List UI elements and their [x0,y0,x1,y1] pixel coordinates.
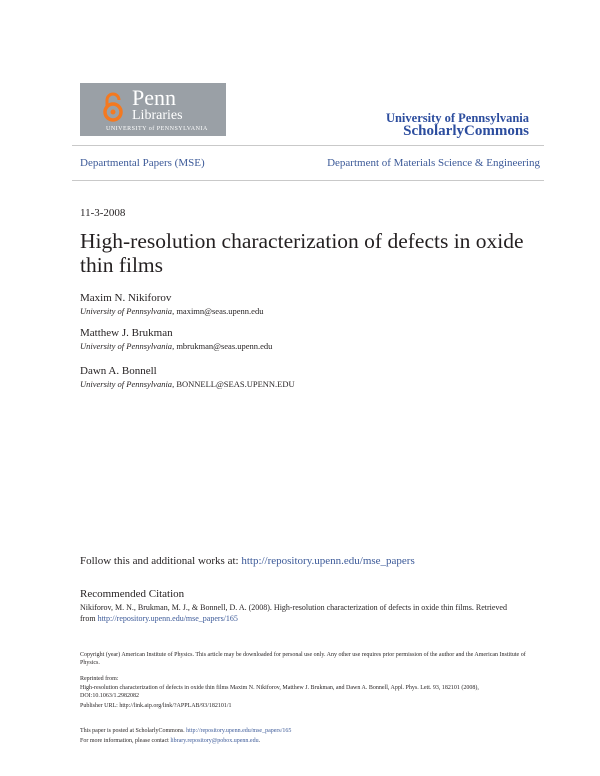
follow-text: Follow this and additional works at: [80,555,242,567]
author-email[interactable]: , BONNELL@SEAS.UPENN.EDU [172,379,295,389]
contact-end: . [258,738,261,744]
logo-text-university: UNIVERSITY of PENNSYLVANIA [106,126,208,132]
citation-text [80,602,520,624]
citation-link[interactable]: http://repository.upenn.edu/mse_papers/165 [97,614,238,623]
author-email[interactable]: , maximn@seas.upenn.edu [172,306,264,316]
follow-line [80,555,415,567]
posted-text: This paper is posted at ScholarlyCommons. [80,728,187,734]
nav-divider [72,180,544,181]
author-institution: University of Pennsylvania [80,341,173,351]
recommended-citation-heading: Recommended Citation [80,588,185,600]
copyright-notice: Copyright (year) American Institute of Physics. This article may be downloaded for personal use only. Any other use requires prior permission of the author and the American Institute of Physics. [80,652,526,666]
author-institution: University of Pennsylvania [80,306,173,316]
contact-email-link[interactable]: library.repository@pobox.upenn.edu [170,738,259,744]
posted-link[interactable]: http://repository.upenn.edu/mse_papers/165 [186,728,292,734]
article-title: High-resolution characterization of defects in oxide thin films [80,229,524,277]
posted-line [80,727,530,735]
repository-name[interactable]: ScholarlyCommons [403,123,529,139]
follow-link[interactable]: http://repository.upenn.edu/mse_papers [241,555,415,567]
author-name: Maxim N. Nikiforov [80,292,172,304]
author-email[interactable]: , mbrukman@seas.upenn.edu [172,341,273,351]
author-affiliation [80,306,263,316]
publisher-url: Publisher URL: http://link.aip.org/link/?APPLAB/93/182101/1 [80,703,232,709]
author-affiliation [80,341,272,351]
contact-text: For more information, please contact [80,738,171,744]
logo-text-penn: Penn [132,85,176,110]
author-name: Matthew J. Brukman [80,327,173,339]
citation-body: Nikiforov, M. N., Brukman, M. J., & Bonnell, D. A. (2008). High-resolution characterization of defects in oxide thin films. Retrieved from [80,603,507,623]
author-affiliation [80,379,295,389]
reprint-citation: High-resolution characterization of defects in oxide thin films Maxim N. Nikiforov, Matthew J. Brukman, and Dawn A. Bonnell, Appl. Phys. Lett. 93, 182101 (2008), DOI:10.1063/1.2982082 [80,685,479,699]
logo-text-libraries: Libraries [132,108,183,123]
author-name: Dawn A. Bonnell [80,365,157,377]
reprinted-label: Reprinted from: [80,676,119,682]
university-name[interactable]: University of Pennsylvania [385,111,529,125]
open-access-icon [102,92,124,122]
department-link[interactable]: Department of Materials Science & Engineering [327,157,540,169]
contact-line [80,737,530,745]
header-divider [72,145,544,146]
publication-date: 11-3-2008 [80,207,126,219]
author-institution: University of Pennsylvania [80,379,173,389]
penn-libraries-logo[interactable] [80,83,226,136]
series-link[interactable]: Departmental Papers (MSE) [80,157,205,169]
